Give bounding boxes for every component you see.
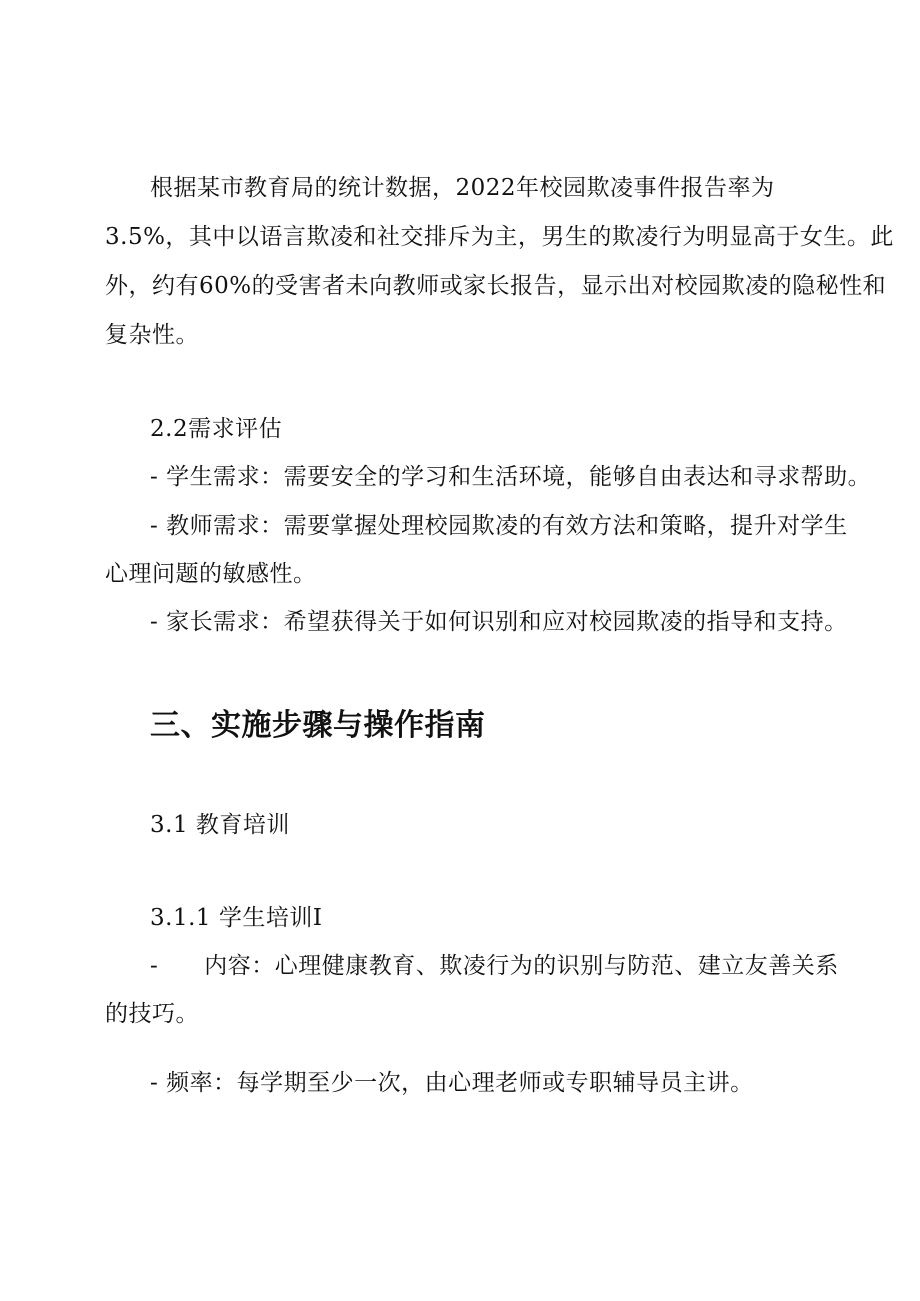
list-item-parent-needs: - 家长需求：希望获得关于如何识别和应对校园欺凌的指导和支持。 xyxy=(150,609,848,635)
list-item-student-needs: - 学生需求：需要安全的学习和生活环境，能够自由表达和寻求帮助。 xyxy=(150,464,872,490)
paragraph-line-2: 3.5%，其中以语言欺凌和社交排斥为主，男生的欺凌行为明显高于女生。此 xyxy=(105,224,894,250)
section-title-3-1: 3.1 教育培训 xyxy=(150,812,290,838)
section-title-3-1-1: 3.1.1 学生培训I xyxy=(150,905,323,931)
list-item-frequency: - 频率：每学期至少一次，由心理老师或专职辅导员主讲。 xyxy=(150,1070,754,1096)
paragraph-line-4: 复杂性。 xyxy=(105,322,199,348)
list-item-content xyxy=(150,951,839,981)
chapter-title-3: 三、实施步骤与操作指南 xyxy=(150,708,486,743)
paragraph-line-3: 外，约有60%的受害者未向教师或家长报告，显示出对校园欺凌的隐秘性和 xyxy=(105,273,887,299)
paragraph-line-1: 根据某市教育局的统计数据，2022年校园欺凌事件报告率为 xyxy=(150,175,775,201)
section-title-2-2: 2.2需求评估 xyxy=(150,416,283,442)
list-dash: - xyxy=(150,953,159,979)
list-item-teacher-needs-cont: 心理问题的敏感性。 xyxy=(105,561,317,587)
list-item-content-cont: 的技巧。 xyxy=(105,1001,199,1027)
list-item-content-text: 内容：心理健康教育、欺凌行为的识别与防范、建立友善关系 xyxy=(204,953,839,979)
list-item-teacher-needs: - 教师需求：需要掌握处理校园欺凌的有效方法和策略，提升对学生 xyxy=(150,513,848,539)
